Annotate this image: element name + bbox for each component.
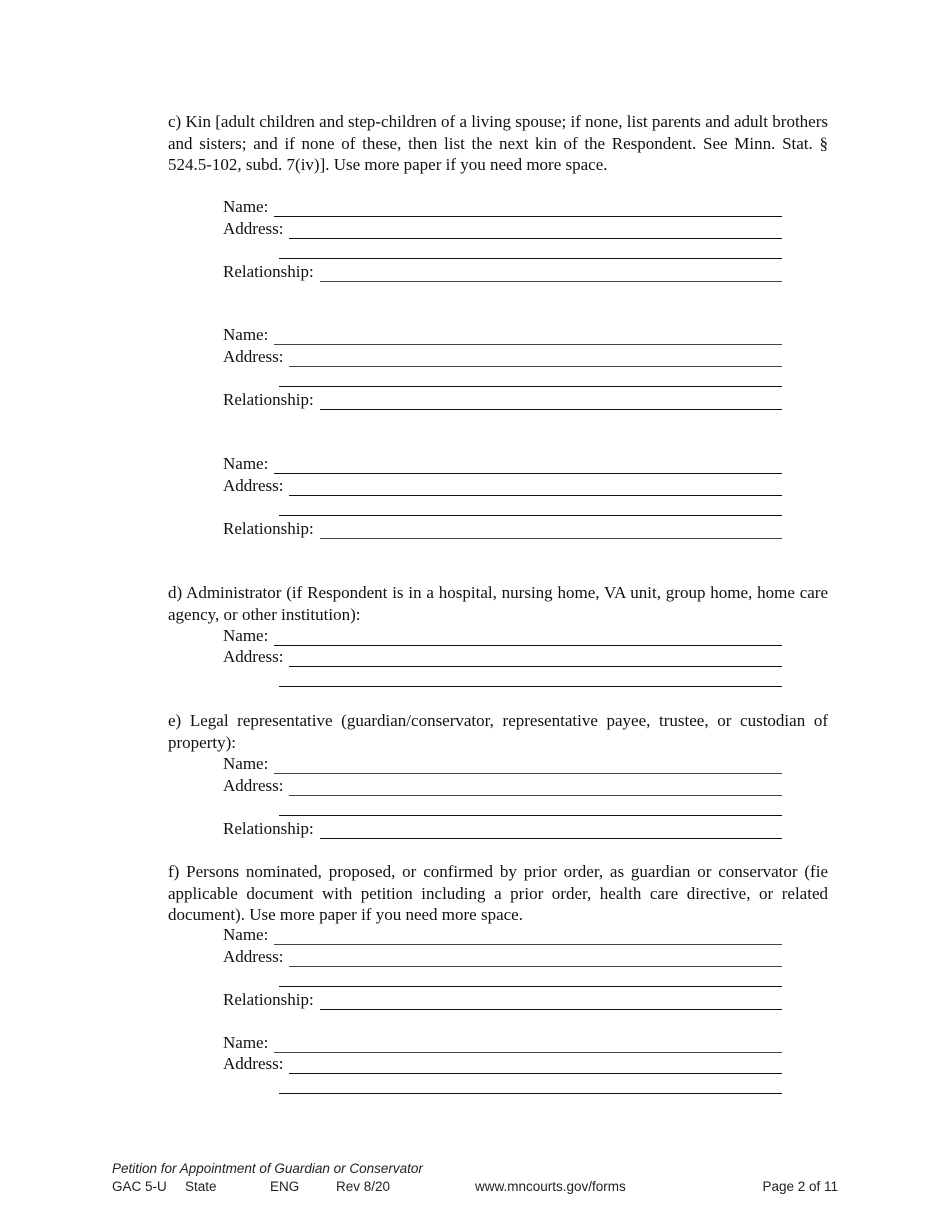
kin-3-name-row bbox=[223, 453, 782, 474]
nominee-1-address-field[interactable] bbox=[289, 947, 782, 967]
kin-1-relationship-field[interactable] bbox=[320, 262, 782, 282]
relationship-label: Relationship: bbox=[223, 262, 314, 281]
name-label: Name: bbox=[223, 197, 269, 216]
address-label: Address: bbox=[223, 219, 284, 238]
address-label: Address: bbox=[223, 776, 284, 795]
kin-2-name-field[interactable] bbox=[274, 325, 782, 345]
section-f-nominated-persons-instructions: f) Persons nominated, proposed, or confirmed by prior order, as guardian or conservator (fie applicable document with petition including a prior order, health care directive, or related document). Use more paper if you need more space. bbox=[168, 862, 828, 924]
kin-1-name-row bbox=[223, 196, 782, 217]
footer-details bbox=[112, 1179, 838, 1197]
administrator-address-row bbox=[223, 646, 782, 667]
form-code: GAC 5-U bbox=[112, 1179, 167, 1194]
form-title: Petition for Appointment of Guardian or Conservator bbox=[112, 1161, 423, 1176]
legal-rep-address-row bbox=[223, 775, 782, 796]
name-label: Name: bbox=[223, 325, 269, 344]
relationship-label: Relationship: bbox=[223, 990, 314, 1009]
name-label: Name: bbox=[223, 1033, 269, 1052]
legal-rep-relationship-row bbox=[223, 818, 782, 839]
address-label: Address: bbox=[223, 1054, 284, 1073]
language: ENG bbox=[270, 1179, 300, 1194]
kin-1-address-field[interactable] bbox=[289, 219, 782, 239]
section-c-kin-instructions: c) Kin [adult children and step-children of a living spouse; if none, list parents and adult brothers and sisters; and if none of these, then list the next kin of the Respondent. See Minn. Stat. § 524.5-102, subd. 7(iv)]. Use more paper if you need more space. bbox=[168, 112, 828, 174]
forms-url-link[interactable]: www.mncourts.gov/forms bbox=[475, 1179, 626, 1194]
administrator-address-field[interactable] bbox=[289, 647, 782, 667]
nominee-2-address-row bbox=[223, 1053, 782, 1074]
name-label: Name: bbox=[223, 454, 269, 473]
legal-rep-name-field[interactable] bbox=[274, 754, 782, 774]
nominee-2-address-line-2[interactable] bbox=[279, 1093, 782, 1094]
nominee-2-name-row bbox=[223, 1032, 782, 1053]
kin-3-relationship-row bbox=[223, 518, 782, 539]
jurisdiction: State bbox=[185, 1179, 217, 1194]
administrator-name-field[interactable] bbox=[274, 626, 782, 646]
administrator-name-row bbox=[223, 625, 782, 646]
section-e-legal-representative-instructions: e) Legal representative (guardian/conservator, representative payee, trustee, or custodian of property): bbox=[168, 711, 828, 752]
nominee-1-address-row bbox=[223, 946, 782, 967]
address-label: Address: bbox=[223, 647, 284, 666]
legal-rep-name-row bbox=[223, 753, 782, 774]
address-label: Address: bbox=[223, 476, 284, 495]
kin-3-address-field[interactable] bbox=[289, 476, 782, 496]
kin-2-relationship-row bbox=[223, 389, 782, 410]
section-d-administrator-instructions: d) Administrator (if Respondent is in a hospital, nursing home, VA unit, group home, home care agency, or other institution): bbox=[168, 583, 828, 624]
relationship-label: Relationship: bbox=[223, 819, 314, 838]
nominee-2-name-field[interactable] bbox=[274, 1033, 782, 1053]
footer-form-title bbox=[112, 1161, 838, 1176]
address-label: Address: bbox=[223, 347, 284, 366]
kin-3-relationship-field[interactable] bbox=[320, 519, 782, 539]
kin-1-name-field[interactable] bbox=[274, 197, 782, 217]
legal-rep-address-line-2[interactable] bbox=[279, 815, 782, 816]
nominee-1-address-line-2[interactable] bbox=[279, 986, 782, 987]
nominee-1-relationship-row bbox=[223, 989, 782, 1010]
revision: Rev 8/20 bbox=[336, 1179, 391, 1194]
name-label: Name: bbox=[223, 754, 269, 773]
page-number: Page 2 of 11 bbox=[762, 1179, 838, 1194]
kin-2-relationship-field[interactable] bbox=[320, 390, 782, 410]
nominee-1-relationship-field[interactable] bbox=[320, 990, 782, 1010]
relationship-label: Relationship: bbox=[223, 390, 314, 409]
kin-1-relationship-row bbox=[223, 261, 782, 282]
kin-1-address-row bbox=[223, 218, 782, 239]
name-label: Name: bbox=[223, 925, 269, 944]
kin-3-address-row bbox=[223, 475, 782, 496]
kin-3-address-line-2[interactable] bbox=[279, 515, 782, 516]
kin-2-address-row bbox=[223, 346, 782, 367]
kin-3-name-field[interactable] bbox=[274, 454, 782, 474]
name-label: Name: bbox=[223, 626, 269, 645]
legal-rep-relationship-field[interactable] bbox=[320, 819, 782, 839]
address-label: Address: bbox=[223, 947, 284, 966]
nominee-2-address-field[interactable] bbox=[289, 1054, 782, 1074]
legal-rep-address-field[interactable] bbox=[289, 776, 782, 796]
administrator-address-line-2[interactable] bbox=[279, 686, 782, 687]
nominee-1-name-row bbox=[223, 924, 782, 945]
kin-1-address-line-2[interactable] bbox=[279, 258, 782, 259]
kin-2-address-field[interactable] bbox=[289, 347, 782, 367]
kin-2-name-row bbox=[223, 324, 782, 345]
nominee-1-name-field[interactable] bbox=[274, 925, 782, 945]
relationship-label: Relationship: bbox=[223, 519, 314, 538]
kin-2-address-line-2[interactable] bbox=[279, 386, 782, 387]
